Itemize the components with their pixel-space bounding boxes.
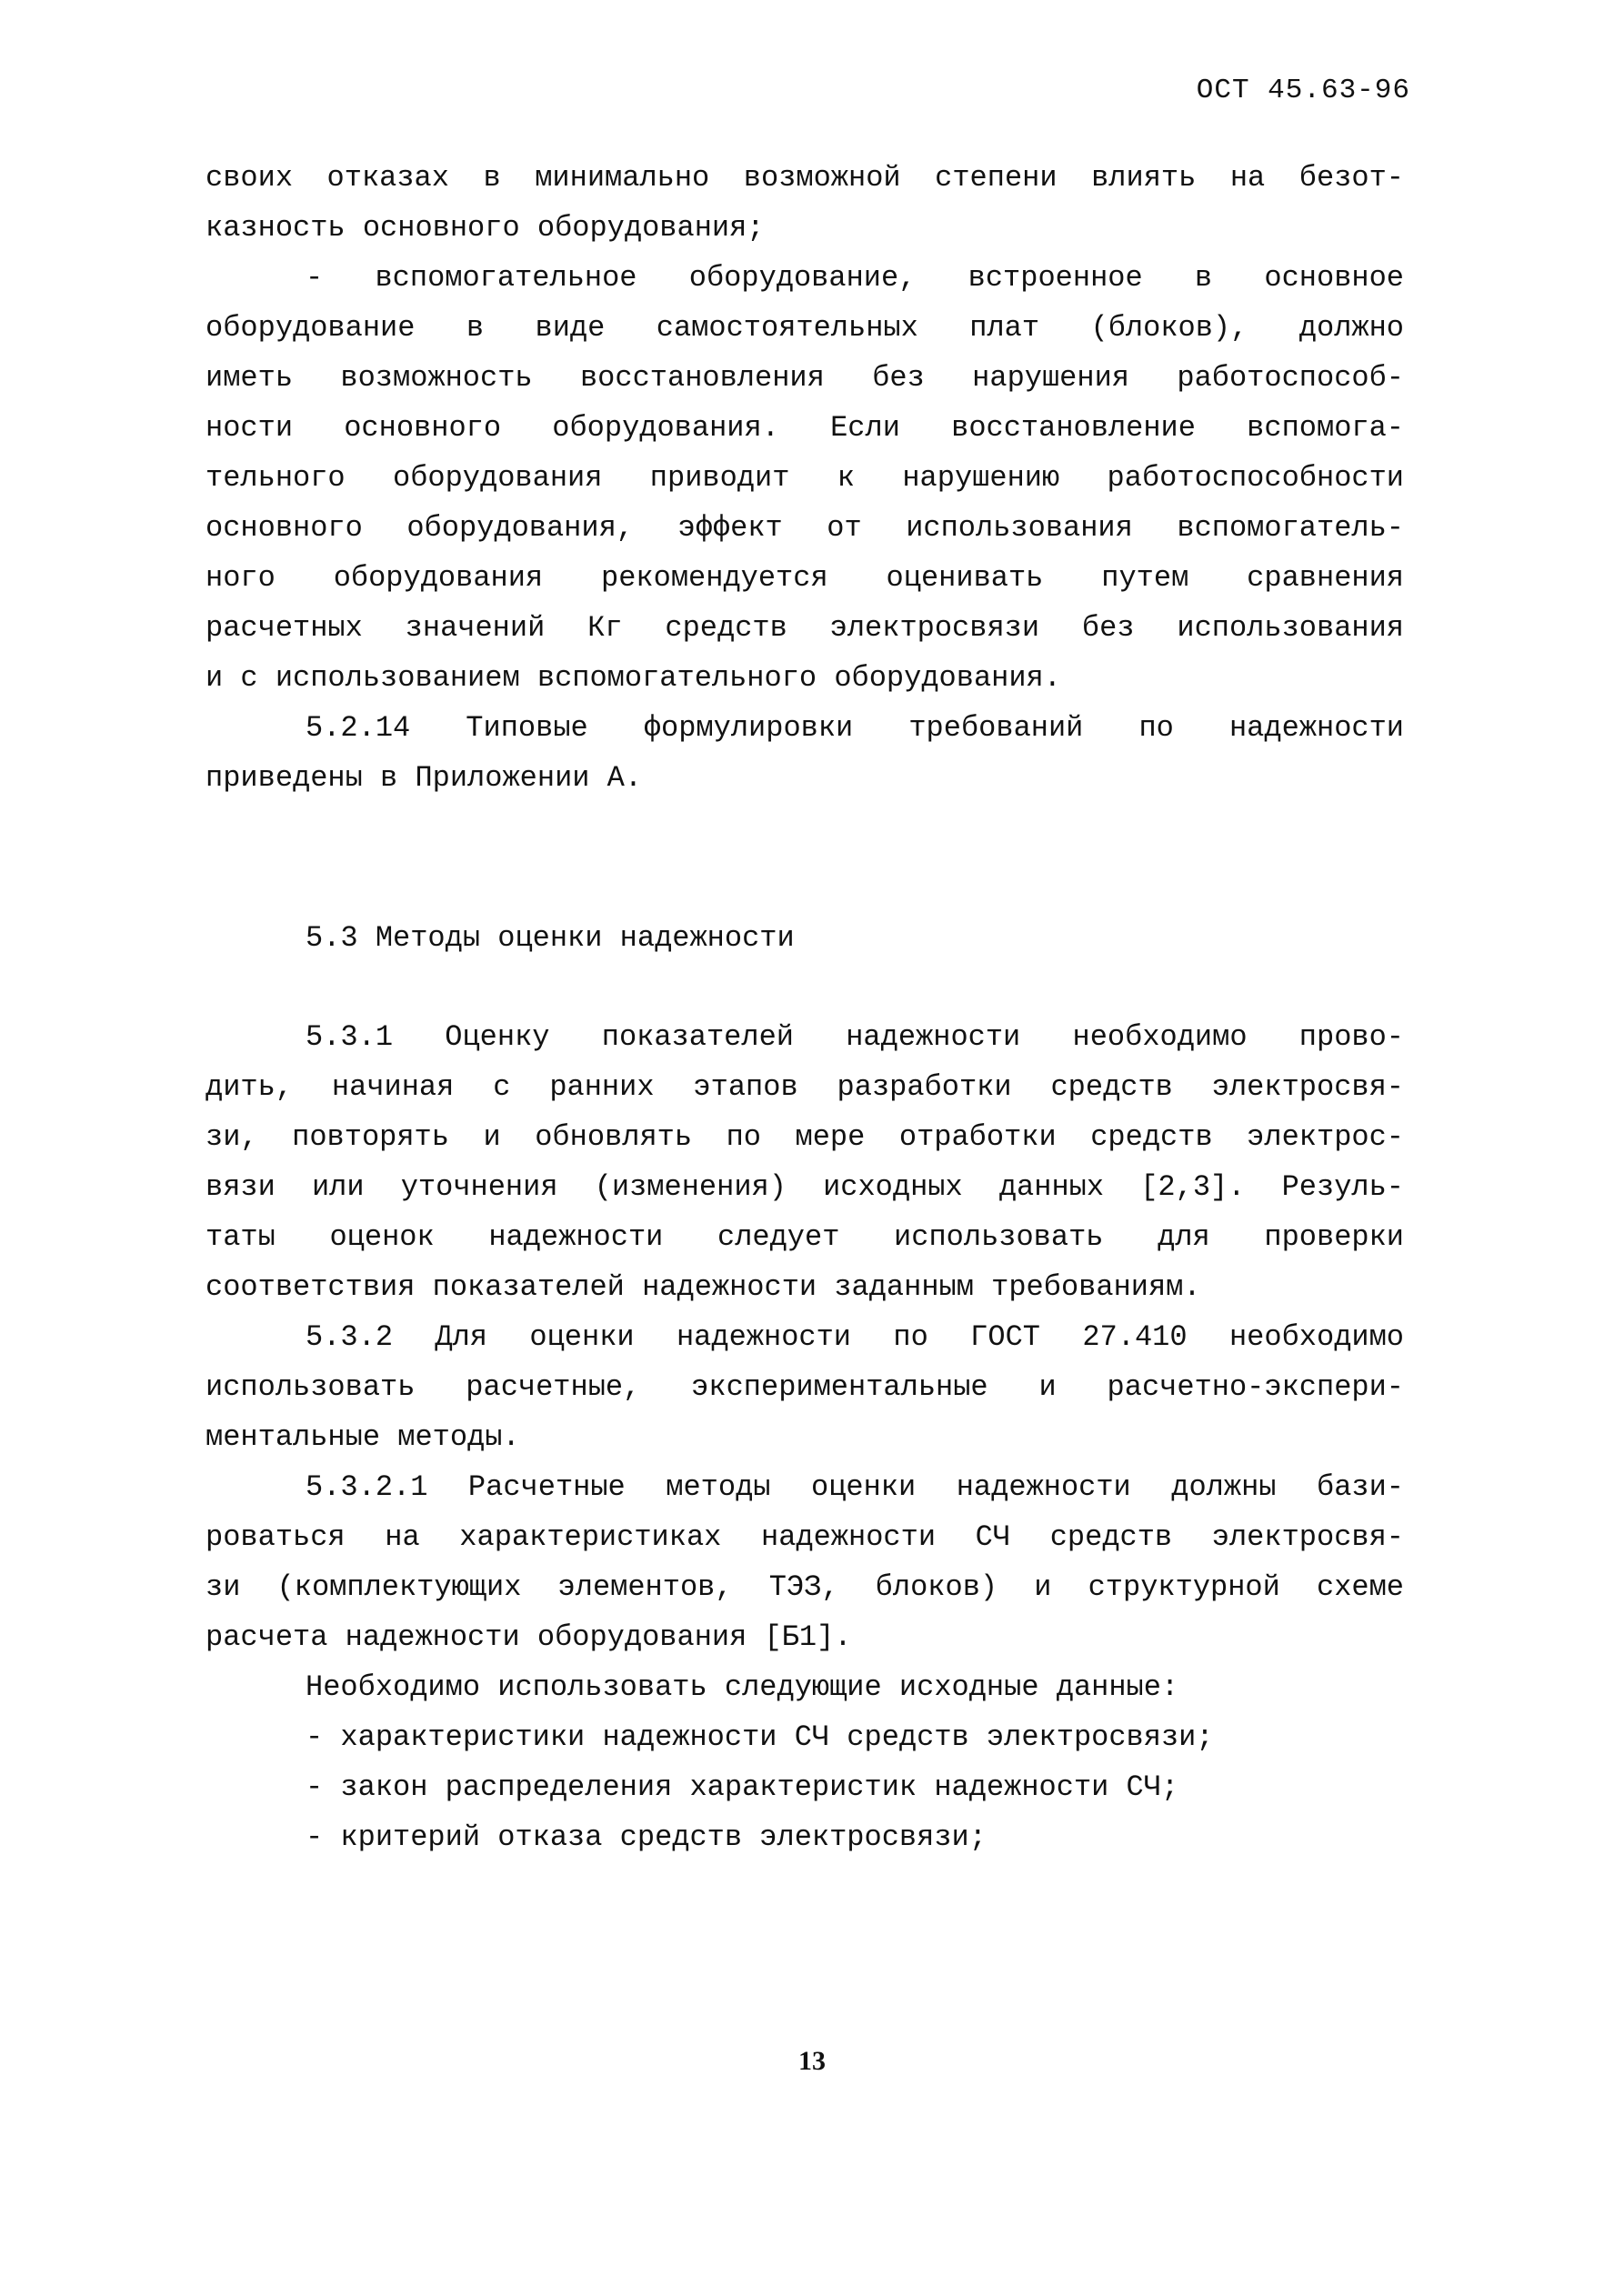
list-item: - характеристики надежности СЧ средств электросвязи; [306, 1720, 1214, 1754]
text-line: ности основного оборудования. Если восстановление вспомога- [206, 411, 1404, 445]
text-line: тельного оборудования приводит к нарушению работоспособности [206, 461, 1404, 495]
text-line: 5.3.1 Оценку показателей надежности необходимо прово- [306, 1020, 1404, 1054]
text-line: роваться на характеристиках надежности СЧ средств электросвя- [206, 1520, 1404, 1554]
text-line: расчета надежности оборудования [Б1]. [206, 1620, 852, 1654]
section-heading: 5.3 Методы оценки надежности [306, 921, 795, 955]
text-line: Необходимо использовать следующие исходные данные: [306, 1670, 1179, 1704]
text-line: зи, повторять и обновлять по мере отработки средств электрос- [206, 1120, 1404, 1154]
text-line: своих отказах в минимально возможной степени влиять на безот- [206, 161, 1404, 195]
list-item: - закон распределения характеристик надежности СЧ; [306, 1770, 1179, 1804]
text-line: таты оценок надежности следует использовать для проверки [206, 1220, 1404, 1254]
text-line: казность основного оборудования; [206, 211, 765, 245]
text-block-1 [206, 153, 1404, 803]
text-line: иметь возможность восстановления без нарушения работоспособ- [206, 361, 1404, 395]
text-line: вязи или уточнения (изменения) исходных данных [2,3]. Резуль- [206, 1170, 1404, 1204]
text-line: зи (комплектующих элементов, ТЭЗ, блоков) и структурной схеме [206, 1570, 1404, 1604]
text-line: 5.2.14 Типовые формулировки требований по надежности [306, 711, 1404, 745]
document-code: ОСТ 45.63-96 [1196, 75, 1410, 106]
text-line: и с использованием вспомогательного оборудования. [206, 661, 1061, 695]
text-line: основного оборудования, эффект от использования вспомогатель- [206, 511, 1404, 545]
text-line: использовать расчетные, экспериментальные и расчетно-экспери- [206, 1370, 1404, 1404]
text-line: 5.3.2 Для оценки надежности по ГОСТ 27.410 необходимо [306, 1320, 1404, 1354]
text-line: ментальные методы. [206, 1420, 520, 1454]
text-line: приведены в Приложении А. [206, 761, 643, 795]
text-line: расчетных значений Кг средств электросвязи без использования [206, 611, 1404, 645]
text-line: - вспомогательное оборудование, встроенное в основное [306, 261, 1404, 295]
text-line: ного оборудования рекомендуется оценивать путем сравнения [206, 561, 1404, 595]
list-item: - критерий отказа средств электросвязи; [306, 1820, 987, 1854]
text-line: оборудование в виде самостоятельных плат (блоков), должно [206, 311, 1404, 345]
text-line: дить, начиная с ранних этапов разработки средств электросвя- [206, 1070, 1404, 1104]
page-number: 13 [798, 2046, 826, 2076]
text-line: соответствия показателей надежности заданным требованиям. [206, 1270, 1201, 1304]
text-line: 5.3.2.1 Расчетные методы оценки надежности должны бази- [306, 1470, 1404, 1504]
text-block-2 [206, 1012, 1404, 1862]
